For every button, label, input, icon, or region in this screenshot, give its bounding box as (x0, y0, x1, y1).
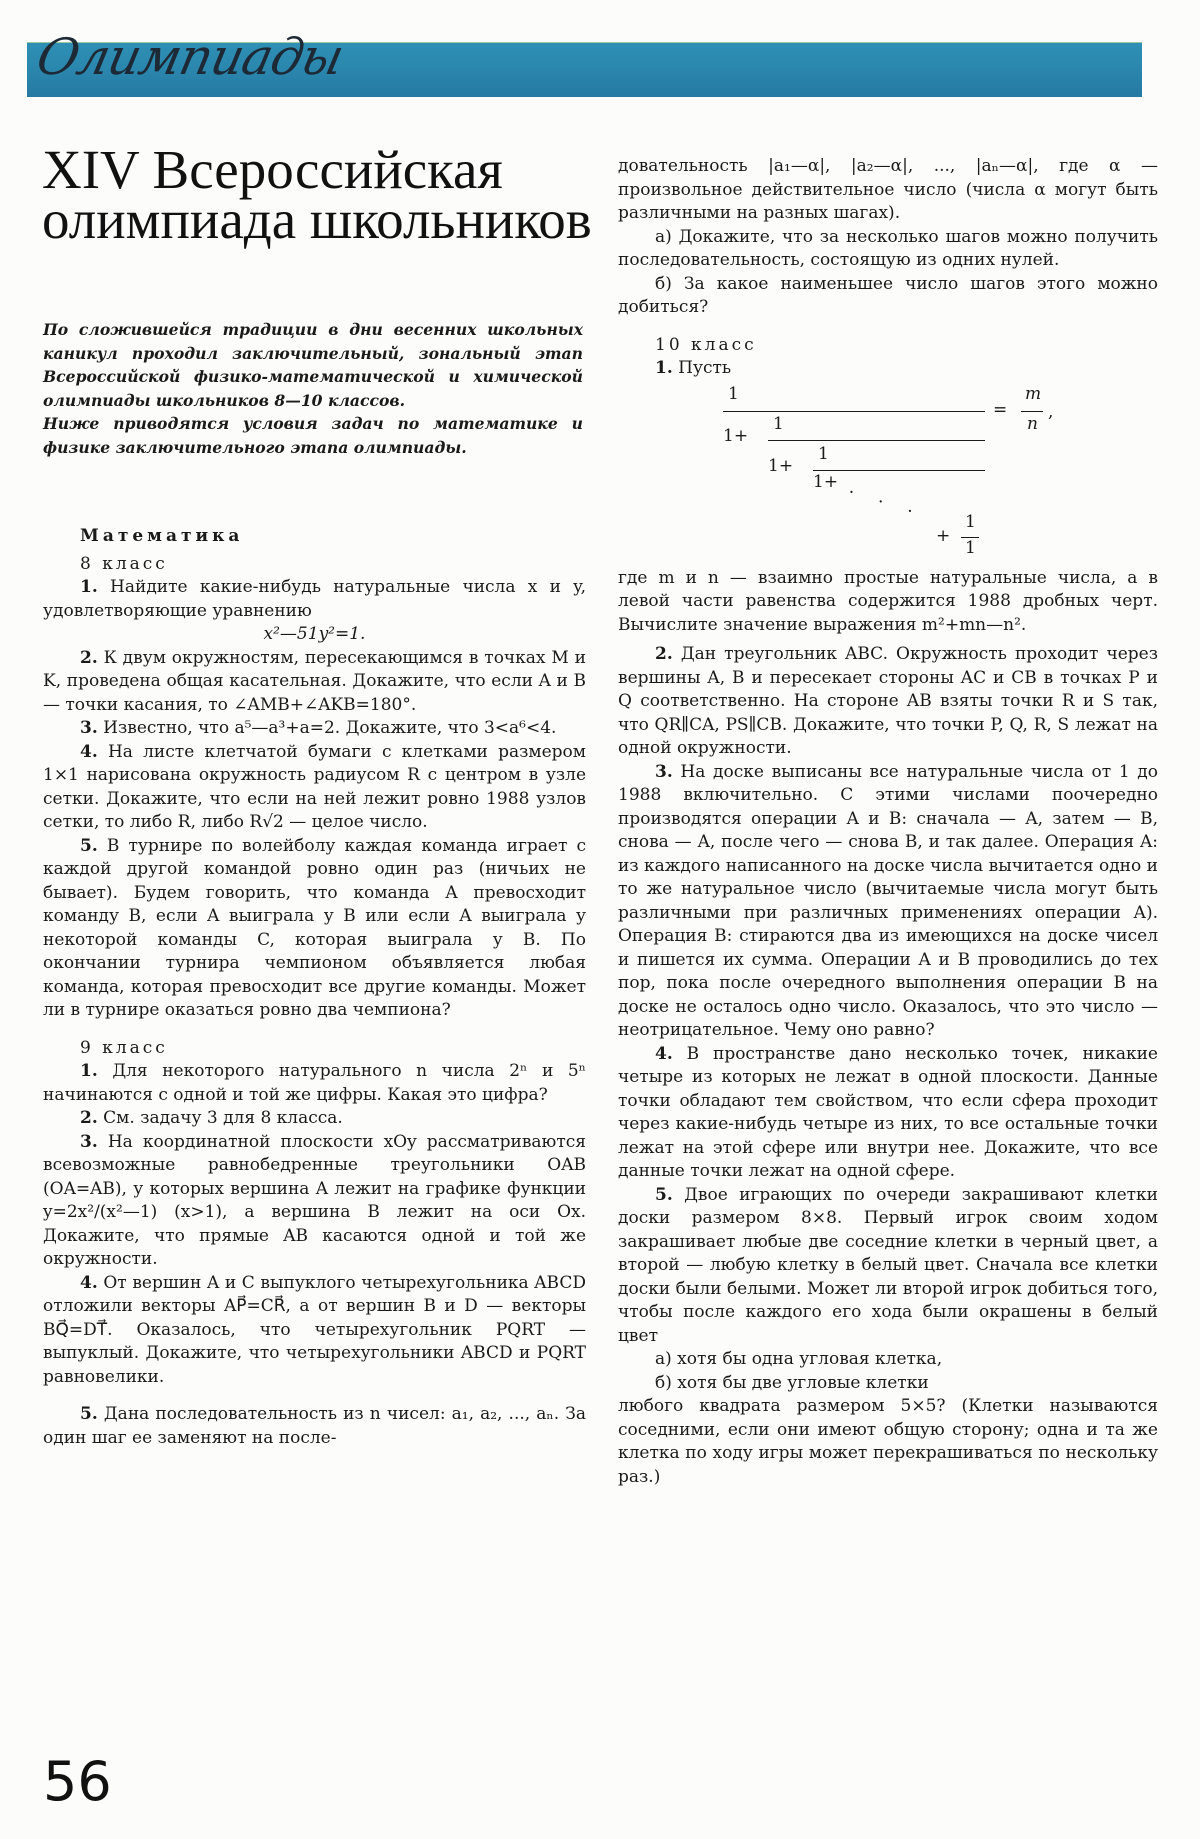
grade-10-heading: 10 класс (655, 334, 757, 355)
problem-10-1-intro: 1. Пусть (655, 358, 732, 378)
problem-10-2: 2. Дан треугольник ABC. Окружность проходит через вершины A, B и пересекает стороны AC и CB в точках P и Q соответственно. На стороне AB взяты точки R и S так, что QR∥CA, PS∥CB. Докажите, что точки P, Q, R, S лежат на одной окружности. (618, 644, 1158, 758)
article-title: XIV Всероссийская олимпиада школьников (42, 139, 592, 250)
section-label: Олимпиады (31, 28, 349, 86)
problem-8-1: 1. Найдите какие-нибудь натуральные числа x и y, удовлетворяющие уравнению (43, 577, 587, 621)
problem-9-5-continued: довательность |a₁—α|, |a₂—α|, ..., |aₙ—α|, где α — произвольное действительное число (числа α могут быть различными на разных шагах). (618, 156, 1158, 223)
problem-10-3: 3. На доске выписаны все натуральные числа от 1 до 1988 включительно. С этими числами поочередно производятся операции A и B: сначала — A, затем — B, снова — A, после чего — снова B, и так далее. Операция A: из каждого написанного на доске числа вычитается одно и то же натуральное число (вычитаемые числа могут быть различными при различных применениях операции A). Операция B: стираются два из имеющихся на доске чисел и пишется их сумма. Операции A и B проводились до тех пор, пока после очередного выполнения операции B на доске не осталось одно число. Оказалось, что это число — неотрицательное. Чему оно равно? (618, 761, 1158, 1040)
grade-9-heading: 9 класс (80, 1037, 168, 1058)
left-column (43, 525, 586, 1450)
equation: x²—51y²=1. (263, 624, 366, 644)
problem-10-1: где m и n — взаимно простые натуральные числа, а в левой части равенства содержится 1988 дробных черт. Вычислите значение выражения m²+mn—n². (618, 567, 1158, 635)
problem-10-5a: а) хотя бы одна угловая клетка, (655, 1349, 943, 1369)
subject-heading: Математика (80, 526, 244, 546)
grade-8-heading: 8 класс (80, 553, 168, 574)
fraction-bar (813, 470, 985, 471)
right-column (618, 155, 1158, 1489)
problem-10-5-end: любого квадрата размером 5×5? (Клетки называются соседними, если они имеют общую сторону; одна и та же клетка по ходу игры может перекрашиваться по нескольку раз.) (618, 1396, 1158, 1487)
lead-paragraph: По сложившейся традиции в дни весенних школьных каникул проходил заключительный, зональный этап Всероссийской физико-математической и химической олимпиады школьников 8—10 классов. (43, 320, 583, 410)
problem-9-5b: б) За какое наименьшее число шагов этого можно добиться? (618, 273, 1158, 317)
problem-8-2: 2. К двум окружностям, пересекающимся в точках M и K, проведена общая касательная. Докажите, что если A и B — точки касания, то ∠AMB+∠AKB=180°. (43, 647, 586, 715)
problem-9-5a: а) Докажите, что за несколько шагов можно получить последовательность, состоящую из одних нулей. (618, 226, 1158, 270)
problem-9-5: 5. Дана последовательность из n чисел: a₁, a₂, ..., aₙ. За один шаг ее заменяют на после- (43, 1404, 586, 1448)
problem-9-1: 1. Для некоторого натурального n числа 2ⁿ и 5ⁿ начинаются с одной и той же цифры. Какая это цифра? (43, 1061, 586, 1105)
problem-9-2: 2. См. задачу 3 для 8 класса. (80, 1108, 343, 1128)
problem-8-3: 3. Известно, что a⁵—a³+a=2. Докажите, что 3<a⁶<4. (80, 718, 557, 738)
problem-8-5: 5. В турнире по волейболу каждая команда играет с каждой другой командой ровно один раз (ничьих не бывает). Будем говорить, что команда A превосходит команду B, если A выиграла у B или если A выиграла у некоторой команды C, которая выиграла у B. По окончании турнира чемпионом объявляется любая команда, которая превосходит все другие команды. Может ли в турнире оказаться ровно два чемпиона? (43, 835, 587, 1020)
problem-8-4: 4. На листе клетчатой бумаги с клетками размером 1×1 нарисована окружность радиусом R с центром в узле сетки. Докажите, что если на ней лежит ровно 1988 узлов сетки, то либо R, либо R√2 — целое число. (43, 741, 586, 832)
problem-9-3: 3. На координатной плоскости xOy рассматриваются всевозможные равнобедренные треугольники OAB (OA=AB), у которых вершина A лежит на графике функции y=2x²/(x²—1) (x>1), а вершина B лежит на оси Ox. Докажите, что прямые AB касаются одной и той же окружности. (43, 1131, 586, 1269)
problem-10-4: 4. В пространстве дано несколько точек, никакие четыре из которых не лежат в одной плоскости. Данные точки обладают тем свойством, что если сфера проходит через какие-нибудь четыре из них, то все остальные точки лежат на этой сфере или внутри нее. Докажите, что все данные точки лежат на одной сфере. (618, 1043, 1158, 1181)
problem-10-5b: б) хотя бы две угловые клетки (655, 1372, 929, 1393)
lead-paragraph: Ниже приводятся условия задач по математике и физике заключительного этапа олимпиады. (43, 414, 583, 457)
fraction-bar (1021, 411, 1043, 412)
page-number: 56 (43, 1750, 112, 1813)
fraction-bar (768, 440, 985, 441)
continued-fraction: 1 = m n , 1+ 1 1+ 1 1+ . . . + 1 1 (723, 383, 1054, 558)
problem-10-5: 5. Двое играющих по очереди закрашивают клетки доски размером 8×8. Первый игрок своим ходом закрашивает любые две соседние клетки в черный цвет, а второй — любую клетку в белый цвет. Сначала все клетки доски были белыми. Может ли второй игрок добиться того, чтобы после каждого его хода были окрашены в белый цвет (618, 1184, 1158, 1346)
problem-9-4: 4. От вершин A и C выпуклого четырехугольника ABCD отложили векторы AP⃗=CR⃗, а от вершин B и D — векторы BQ⃗=DT⃗. Оказалось, что четырехугольник PQRT — выпуклый. Докажите, что четырехугольники ABCD и PQRT равновелики. (43, 1272, 586, 1387)
fraction-bar (723, 411, 985, 412)
article-lead (43, 318, 583, 460)
